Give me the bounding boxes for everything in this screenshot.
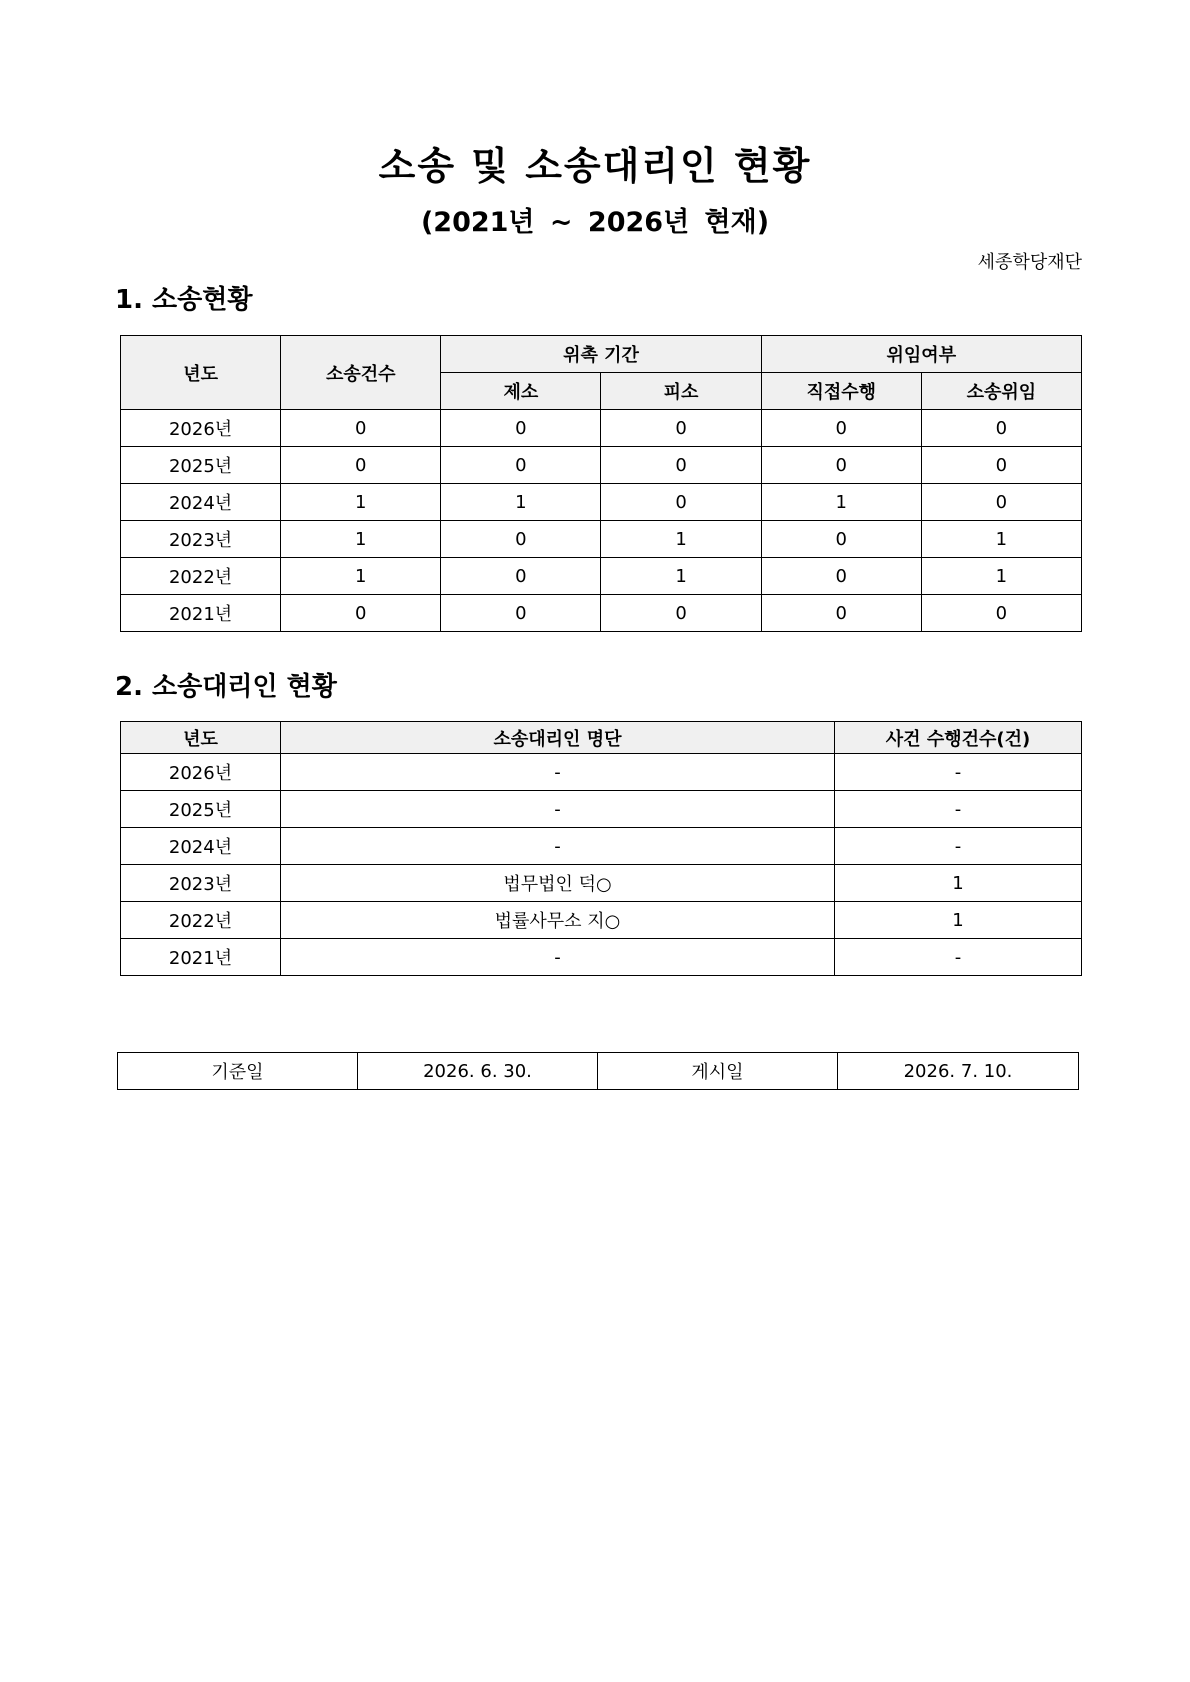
cell-direct: 0: [761, 595, 921, 632]
header-defendant: 피소: [601, 373, 761, 410]
cell-agent: 법무법인 덕○: [281, 865, 835, 902]
cell-plaintiff: 0: [441, 595, 601, 632]
cell-direct: 1: [761, 484, 921, 521]
post-date-value: 2026. 7. 10.: [838, 1053, 1079, 1090]
header-delegation: 위임여부: [761, 336, 1081, 373]
cell-plaintiff: 0: [441, 447, 601, 484]
cell-cases: 1: [835, 902, 1082, 939]
table-row: [121, 865, 1082, 902]
cell-year: 2025년: [121, 447, 281, 484]
cell-delegated: 0: [921, 595, 1081, 632]
post-date-label: 게시일: [598, 1053, 838, 1090]
date-row: [118, 1053, 1079, 1090]
table-row: [121, 410, 1082, 447]
cell-direct: 0: [761, 410, 921, 447]
organization-name: 세종학당재단: [977, 252, 1082, 273]
table-row: [121, 939, 1082, 976]
cell-plaintiff: 0: [441, 558, 601, 595]
table-row: [121, 447, 1082, 484]
cell-count: 0: [281, 410, 441, 447]
cell-year: 2021년: [121, 939, 281, 976]
cell-year: 2023년: [121, 865, 281, 902]
header-case-count: 사건 수행건수(건): [835, 722, 1082, 754]
header-period: 위촉 기간: [441, 336, 761, 373]
cell-defendant: 1: [601, 558, 761, 595]
header-direct: 직접수행: [761, 373, 921, 410]
cell-plaintiff: 0: [441, 410, 601, 447]
cell-cases: 1: [835, 865, 1082, 902]
page-title: 소송 및 소송대리인 현황: [378, 144, 812, 188]
cell-defendant: 0: [601, 484, 761, 521]
cell-year: 2025년: [121, 791, 281, 828]
section-1-title: 1. 소송현황: [115, 285, 253, 315]
cell-count: 1: [281, 558, 441, 595]
cell-year: 2022년: [121, 558, 281, 595]
cell-year: 2023년: [121, 521, 281, 558]
cell-agent: -: [281, 828, 835, 865]
cell-delegated: 0: [921, 410, 1081, 447]
header-delegated: 소송위임: [921, 373, 1081, 410]
cell-defendant: 0: [601, 410, 761, 447]
cell-plaintiff: 0: [441, 521, 601, 558]
cell-delegated: 0: [921, 447, 1081, 484]
cell-year: 2026년: [121, 410, 281, 447]
cell-direct: 0: [761, 558, 921, 595]
cell-year: 2022년: [121, 902, 281, 939]
page-subtitle: (2021년 ~ 2026년 현재): [420, 207, 770, 238]
table-row: [121, 828, 1082, 865]
cell-defendant: 0: [601, 447, 761, 484]
cell-direct: 0: [761, 447, 921, 484]
cell-year: 2026년: [121, 754, 281, 791]
table-row: [121, 484, 1082, 521]
cell-defendant: 1: [601, 521, 761, 558]
table-row: [121, 791, 1082, 828]
table-row: [121, 595, 1082, 632]
cell-delegated: 1: [921, 521, 1081, 558]
table-row: [121, 558, 1082, 595]
cell-delegated: 1: [921, 558, 1081, 595]
cell-cases: -: [835, 791, 1082, 828]
cell-agent: -: [281, 754, 835, 791]
cell-cases: -: [835, 754, 1082, 791]
cell-year: 2021년: [121, 595, 281, 632]
cell-cases: -: [835, 939, 1082, 976]
cell-count: 0: [281, 595, 441, 632]
cell-defendant: 0: [601, 595, 761, 632]
header-agent-list: 소송대리인 명단: [281, 722, 835, 754]
header-lawsuit-count: 소송건수: [281, 336, 441, 410]
header-year: 년도: [121, 722, 281, 754]
table-row: [121, 521, 1082, 558]
base-date-value: 2026. 6. 30.: [358, 1053, 598, 1090]
cell-count: 1: [281, 484, 441, 521]
date-info-table: [117, 1052, 1079, 1090]
cell-agent: -: [281, 939, 835, 976]
cell-plaintiff: 1: [441, 484, 601, 521]
header-year: 년도: [121, 336, 281, 410]
cell-agent: 법률사무소 지○: [281, 902, 835, 939]
lawsuit-status-table: [120, 335, 1082, 632]
table-row: [121, 754, 1082, 791]
section-2-title: 2. 소송대리인 현황: [115, 672, 337, 702]
cell-count: 0: [281, 447, 441, 484]
cell-year: 2024년: [121, 484, 281, 521]
lawsuit-agent-table: [120, 721, 1082, 976]
cell-year: 2024년: [121, 828, 281, 865]
cell-direct: 0: [761, 521, 921, 558]
table-row: [121, 902, 1082, 939]
base-date-label: 기준일: [118, 1053, 358, 1090]
header-plaintiff: 제소: [441, 373, 601, 410]
cell-count: 1: [281, 521, 441, 558]
cell-agent: -: [281, 791, 835, 828]
cell-delegated: 0: [921, 484, 1081, 521]
cell-cases: -: [835, 828, 1082, 865]
